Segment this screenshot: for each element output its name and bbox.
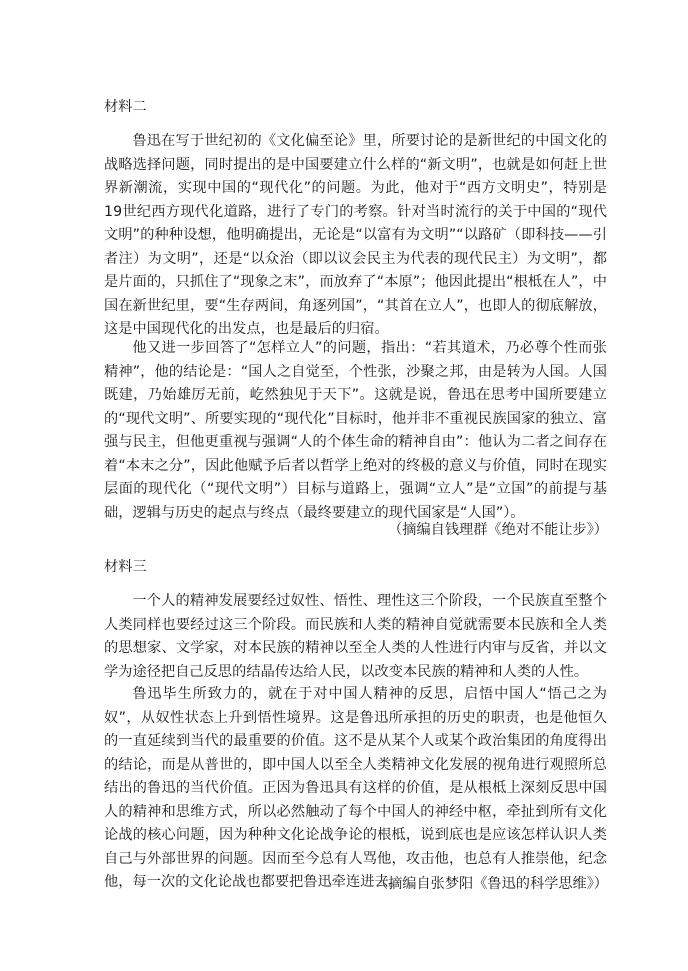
material-3-heading: 材料三 xyxy=(104,559,147,575)
material-2-heading: 材料二 xyxy=(104,99,147,115)
material-3-source: （摘编自张梦阳《鲁迅的科学思维》） xyxy=(373,876,608,892)
material-2-paragraph-1: 鲁迅在写于世纪初的《文化偏至论》里，所要讨论的是新世纪的中国文化的战略选择问题，同时提出的是中国要建立什么样的“新文明”，也就是如何赶上世界新潮流，实现中国的“现代化”的问题。为此，他对于“西方文明史”，特别是19世纪西方现代化道路，进行了专门的考察。针对当时流行的关于中国的“现代文明”的种种设想，他明确提出，无论是“以富有为文明”“以路矿（即科技——引者注）为文明”，还是“以众治（即以议会民主为代表的现代民主）为文明”，都是片面的，只抓住了“现象之末”，而放弃了“本原”；他因此提出“根柢在人”，中国在新世纪里，要“生存两间，角逐列国”，“其首在立人”，也即人的彻底解放，这是中国现代化的出发点，也是最后的归宿。 xyxy=(104,133,607,337)
material-3-paragraph-1: 一个人的精神发展要经过奴性、悟性、理性这三个阶段，一个民族直至整个人类同样也要经过这三个阶段。而民族和人类的精神自觉就需要本民族和全人类的思想家、文学家，对本民族的精神以至全人类的人性进行内审与反省，并以文学为途径把自己反思的结晶传达给人民，以改变本民族的精神和人类的人性。 xyxy=(104,593,607,680)
material-2-paragraph-2: 他又进一步回答了“怎样立人”的问题，指出：“若其道术，乃必尊个性而张精神”，他的结论是：“国人之自觉至，个性张，沙聚之邦，由是转为人国。人国既建，乃始雄厉无前，屹然独见于天下”。这就是说，鲁迅在思考中国所要建立的“现代文明”、所要实现的“现代化”目标时，他并非不重视民族国家的独立、富强与民主，但他更重视与强调“人的个体生命的精神自由”：他认为二者之间存在着“本末之分”，因此他赋予后者以哲学上绝对的终极的意义与价值，同时在现实层面的现代化（“现代文明”）目标与道路上，强调“立人”是“立国”的前提与基础，逻辑与历史的起点与终点（最终要建立的现代国家是“人国”）。 xyxy=(104,340,607,521)
material-2-source: （摘编自钱理群《绝对不能让步》） xyxy=(388,522,608,538)
material-3-paragraph-2: 鲁迅毕生所致力的，就在于对中国人精神的反思，启悟中国人“悟己之为奴”，从奴性状态上升到悟性境界。这是鲁迅所承担的历史的职责，也是他恒久的一直延续到当代的最重要的价值。这不是从某个人或某个政治集团的角度得出的结论，而是从普世的，即中国人以至全人类精神文化发展的视角进行观照所总结出的鲁迅的当代价值。正因为鲁迅具有这样的价值，是从根柢上深刻反思中国人的精神和思维方式，所以必然触动了每个中国人的神经中枢，牵扯到所有文化论战的核心问题，因为种种文化论战争论的根柢，说到底也是应该怎样认识人类自己与外部世界的问题。因而至今总有人骂他，攻击他，也总有人推崇他，纪念他，每一次的文化论战也都要把鲁迅牵连进去。 xyxy=(104,686,607,890)
